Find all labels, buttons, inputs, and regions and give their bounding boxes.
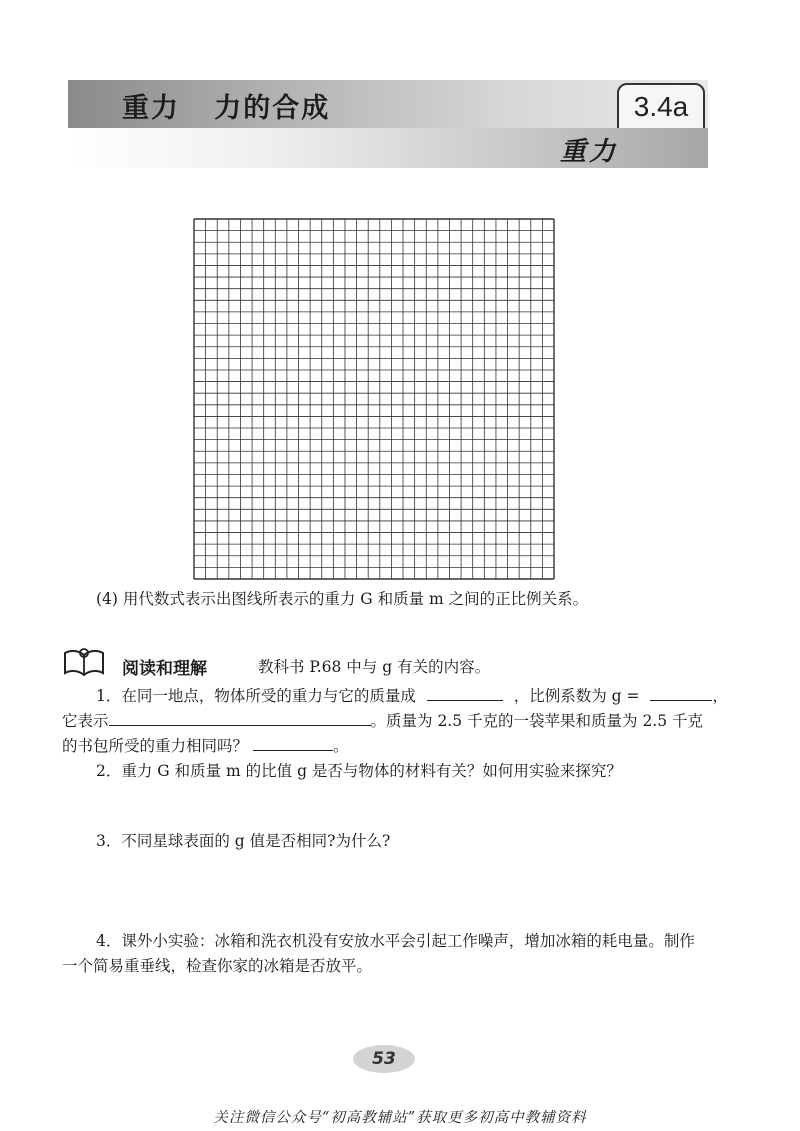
item-4-line-2: 一个简易重垂线，检查你家的冰箱是否放平。 <box>62 957 373 975</box>
comma: ， <box>712 687 728 705</box>
answer-blank[interactable] <box>253 735 333 751</box>
item-3: 3．不同星球表面的 g 值是否相同?为什么? <box>96 832 391 850</box>
period: 。 <box>332 737 349 755</box>
answer-blank[interactable] <box>427 685 503 701</box>
item-1-text-a: 1．在同一地点，物体所受的重力与它的质量成 <box>96 687 416 705</box>
item-2: 2．重力 G 和质量 m 的比值 g 是否与物体的材料有关？如何用实验来探究？ <box>96 762 622 780</box>
answer-blank[interactable] <box>650 685 712 701</box>
graph-grid <box>193 218 555 580</box>
reading-description: 教科书 P.68 中与 g 有关的内容。 <box>258 658 491 676</box>
item-1-text-c: 它表示 <box>62 712 109 730</box>
footer-note: 关注微信公众号“初高教辅站”获取更多初高中教辅资料 <box>213 1110 587 1126</box>
item-4-line-1: 4．课外小实验：冰箱和洗衣机没有安放水平会引起工作噪声，增加冰箱的耗电量。制作 <box>96 932 695 950</box>
page-title: 重力 力的合成 <box>122 93 331 124</box>
item-1-text-e: 的书包所受的重力相同吗？ <box>62 737 249 755</box>
item-1-text-d: 。质量为 2.5 千克的一袋苹果和质量为 2.5 千克 <box>370 712 704 730</box>
section-number-badge: 3.4a <box>617 83 705 131</box>
reading-heading: 阅读和理解 <box>122 659 207 679</box>
page-number: 53 <box>372 1049 396 1069</box>
item-1-line-3 <box>62 735 348 757</box>
item-1-line-1 <box>96 685 728 707</box>
section-subtitle: 重力 <box>560 137 619 167</box>
question-4: (4) 用代数式表示出图线所表示的重力 G 和质量 m 之间的正比例关系。 <box>96 590 589 608</box>
item-1-line-2 <box>62 710 703 732</box>
open-book-icon <box>62 647 106 677</box>
item-1-text-b: ，比例系数为 g = <box>513 687 640 705</box>
answer-blank[interactable] <box>109 710 371 726</box>
